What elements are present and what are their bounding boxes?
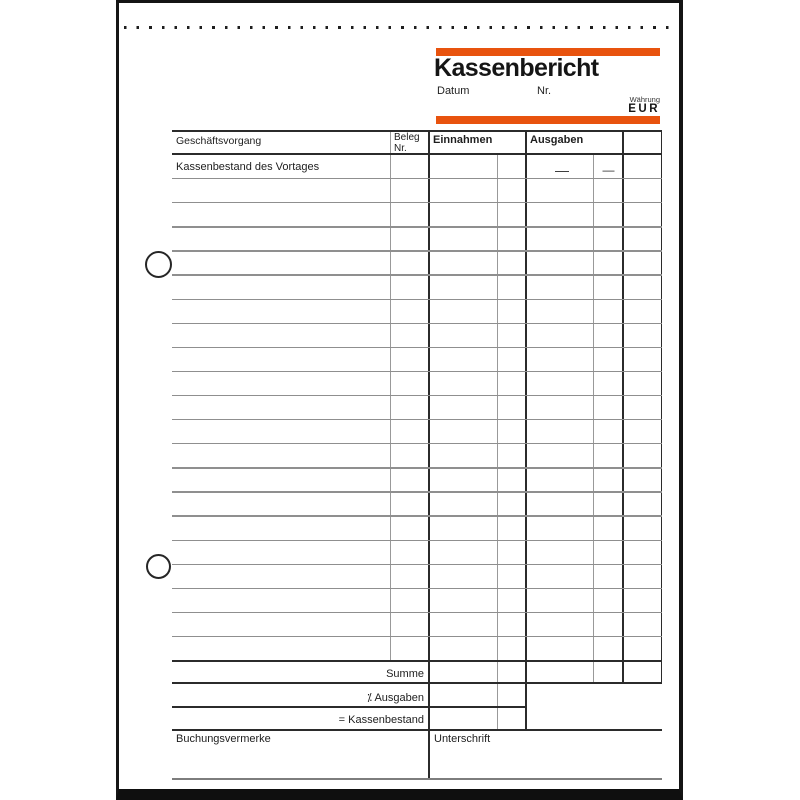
summary-row-total-label: Summe xyxy=(386,668,424,680)
grid-line-horizontal xyxy=(172,443,662,444)
grid-line-horizontal xyxy=(172,778,662,780)
perforation-dots xyxy=(124,26,676,29)
punch-hole-top xyxy=(145,251,172,278)
grid-line-horizontal xyxy=(172,467,662,468)
column-header-expenses: Ausgaben xyxy=(530,134,584,146)
grid-line-horizontal xyxy=(172,250,662,251)
grid-line-horizontal xyxy=(172,274,662,275)
grid-line-horizontal xyxy=(172,515,662,516)
grid-line-vertical xyxy=(593,153,594,682)
receipt-header-line1: Beleg xyxy=(394,132,420,143)
grid-line-horizontal xyxy=(172,588,662,589)
grid-line-horizontal xyxy=(172,660,662,662)
punch-hole-bottom xyxy=(146,554,171,579)
grid-line-horizontal xyxy=(172,729,662,731)
grid-line-vertical xyxy=(661,130,663,682)
grid-line-horizontal xyxy=(172,395,662,396)
grid-line-horizontal xyxy=(172,371,662,372)
first-row-expenses-cents-dash: — xyxy=(602,163,615,177)
date-label: Datum xyxy=(437,85,470,97)
number-label: Nr. xyxy=(537,85,552,97)
column-header-receipt-number xyxy=(394,133,420,154)
grid-line-horizontal xyxy=(172,347,662,348)
grid-line-horizontal xyxy=(172,226,662,227)
grid-line-vertical xyxy=(622,130,624,682)
summary-row-cash-balance-label: = Kassenbestand xyxy=(338,714,424,726)
grid-line-horizontal xyxy=(172,612,662,613)
grid-line-horizontal xyxy=(172,178,662,179)
grid-line-vertical xyxy=(525,130,527,729)
grid-line-horizontal xyxy=(172,540,662,541)
grid-line-horizontal xyxy=(172,419,662,420)
grid-line-horizontal xyxy=(172,706,525,708)
accent-bar-header-bottom xyxy=(436,116,660,124)
signature-label: Unterschrift xyxy=(434,733,491,745)
grid-line-horizontal xyxy=(172,323,662,324)
booking-notes-label: Buchungsvermerke xyxy=(176,733,271,745)
summary-row-minus-expenses-label: ⁒ Ausgaben xyxy=(367,692,424,704)
grid-line-horizontal xyxy=(172,299,662,300)
column-header-income: Einnahmen xyxy=(433,134,493,146)
currency-label: Währung xyxy=(629,95,660,104)
grid-line-horizontal xyxy=(172,564,662,565)
first-row-expenses-dash: — xyxy=(555,162,569,178)
grid-line-horizontal xyxy=(172,491,662,492)
grid-line-horizontal xyxy=(172,636,662,637)
grid-line-vertical xyxy=(497,153,498,729)
receipt-header-line2: Nr. xyxy=(394,142,407,154)
first-row-label: Kassenbestand des Vortages xyxy=(176,161,320,173)
currency-value: EUR xyxy=(628,103,660,115)
form-title: Kassenbericht xyxy=(434,54,599,82)
cash-report-table xyxy=(172,130,662,778)
grid-line-horizontal xyxy=(172,682,662,684)
column-header-business-transaction: Geschäftsvorgang xyxy=(176,135,262,147)
grid-line-horizontal xyxy=(172,202,662,203)
